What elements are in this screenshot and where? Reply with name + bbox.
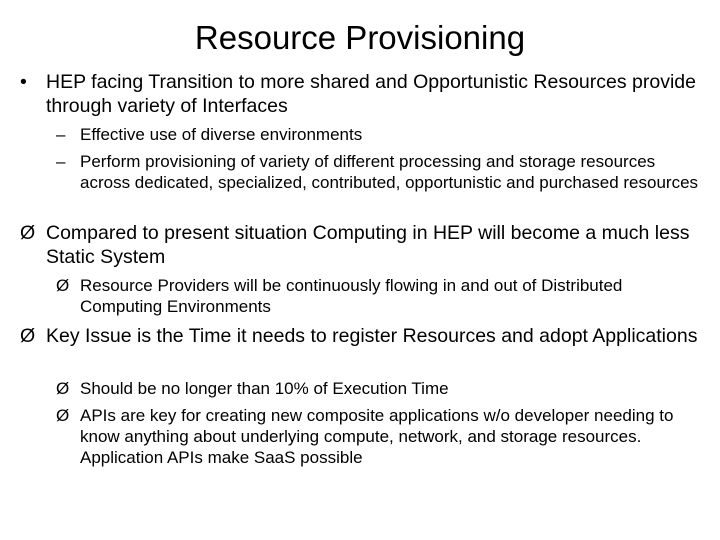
sub-bullet-text: Effective use of diverse environments [80,125,363,144]
dash-icon: – [56,125,66,144]
arrow-bullet-icon: Ø [56,379,70,398]
sub-bullet-text: APIs are key for creating new composite applications w/o developer needing to know anything about underlying compute, network, and storage resources. Application APIs make SaaS possible [80,406,674,467]
dash-icon: – [56,152,66,171]
bullet-key-issue [20,324,710,348]
sub-bullet-effective-use [56,124,706,145]
sub-bullet-resource-providers [56,275,706,317]
slide-title: Resource Provisioning [194,19,526,56]
sub-bullet-text: Perform provisioning of variety of different processing and storage resources across dedicated, specialized, contributed, opportunistic and purchased resources [80,152,699,192]
bullet-dot-icon: • [20,71,27,93]
bullet-text: HEP facing Transition to more shared and Opportunistic Resources provide through variety of Interfaces [46,71,696,117]
bullet-text: Key Issue is the Time it needs to register Resources and adopt Applications [46,325,698,347]
bullet-hep-transition [20,70,710,118]
sub-bullet-text: Should be no longer than 10% of Execution Time [80,379,449,398]
arrow-bullet-icon: Ø [56,406,70,425]
sub-bullet-apis [56,405,706,468]
arrow-bullet-icon: Ø [20,325,36,347]
bullet-text: Compared to present situation Computing in HEP will become a much less Static System [46,222,690,268]
arrow-bullet-icon: Ø [20,222,36,244]
arrow-bullet-icon: Ø [56,276,70,295]
sub-bullet-provisioning [56,151,706,193]
bullet-static-system [20,221,710,269]
sub-bullet-text: Resource Providers will be continuously flowing in and out of Distributed Computing Environments [80,276,623,316]
sub-bullet-execution-time [56,378,706,399]
